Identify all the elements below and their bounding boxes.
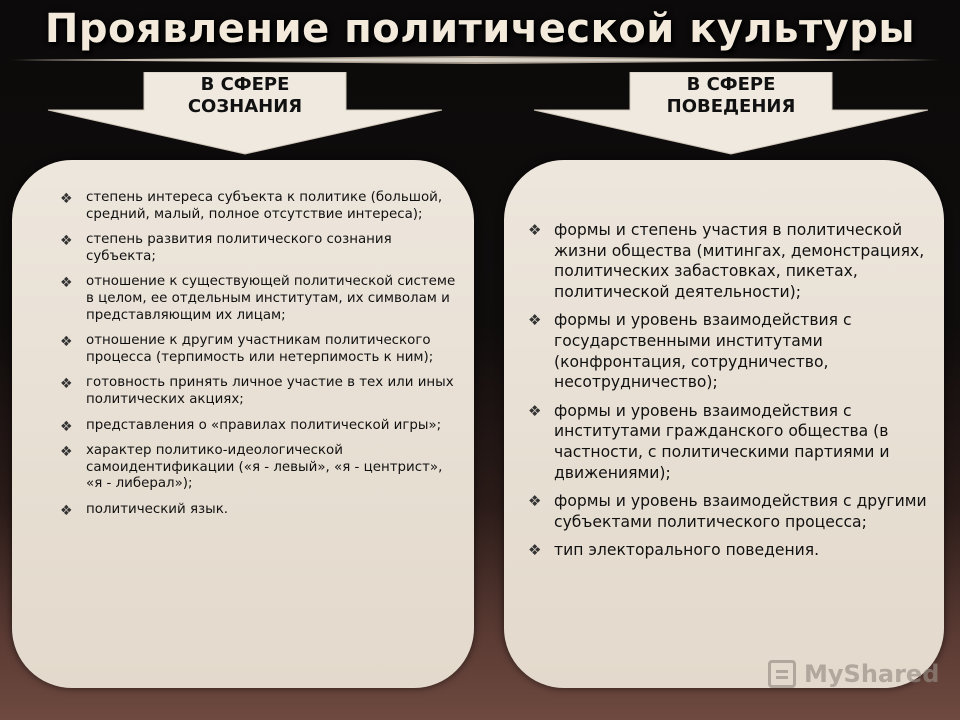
title-divider (10, 54, 940, 66)
diamond-bullet-icon: ❖ (528, 311, 542, 330)
diamond-bullet-icon: ❖ (528, 492, 542, 511)
slide-title: Проявление политической культуры (44, 6, 916, 52)
list-item (520, 491, 938, 532)
list-item-text: представления о «правилах политической игры»; (86, 417, 442, 433)
list-item (52, 232, 462, 265)
list-item-text: характер политико-идеологической самоидентификации («я - левый», «я - центрист», «я - либерал»); (86, 443, 443, 492)
list-item-text: формы и уровень взаимодействия с государственными институтами (конфронтация, сотрудничество, несотрудничество); (554, 311, 852, 392)
diamond-bullet-icon: ❖ (60, 418, 73, 435)
diamond-bullet-icon: ❖ (60, 334, 73, 351)
list-item (52, 502, 462, 519)
list-item-text: готовность принять личное участие в тех или иных политических акциях; (86, 375, 454, 407)
panel-behavior (504, 160, 944, 688)
diamond-bullet-icon: ❖ (528, 221, 542, 239)
list-item-text: формы и степень участия в политической жизни общества (митингах, демонстрациях, политических забастовках, пикетах, политической деятельности); (554, 221, 925, 301)
diamond-bullet-icon: ❖ (60, 275, 73, 292)
heading-consciousness-line2: СОЗНАНИЯ (187, 96, 303, 117)
heading-behavior (636, 74, 826, 118)
list-item (52, 274, 462, 324)
list-item-text: степень развития политического сознания субъекта; (86, 232, 392, 264)
diamond-bullet-icon: ❖ (60, 502, 73, 519)
behavior-list (520, 220, 938, 569)
list-item-text: политический язык. (86, 501, 229, 517)
diamond-bullet-icon: ❖ (528, 401, 542, 420)
list-item (520, 310, 938, 392)
heading-consciousness (150, 74, 340, 118)
watermark-text: MyShared (804, 660, 940, 688)
consciousness-list (52, 190, 462, 528)
list-item (520, 401, 938, 483)
heading-behavior-line2: ПОВЕДЕНИЯ (666, 96, 796, 117)
list-item (52, 418, 462, 435)
list-item-text: отношение к существующей политической системе в целом, ее отдельным институтам, их символам и представляющим их лицам; (86, 274, 456, 323)
list-item-text: формы и уровень взаимодействия с институтами гражданского общества (в частности, с политическими партиями и движениями); (554, 401, 890, 482)
list-item (52, 443, 462, 493)
list-item-text: отношение к другим участникам политического процесса (терпимость или нетерпимость к ним); (86, 333, 434, 365)
watermark (768, 656, 939, 692)
panel-consciousness (12, 160, 474, 688)
diamond-bullet-icon: ❖ (528, 541, 542, 560)
list-item (52, 375, 462, 408)
list-item (52, 190, 462, 223)
list-item-text: формы и уровень взаимодействия с другими субъектами политического процесса; (554, 492, 927, 531)
diamond-bullet-icon: ❖ (60, 233, 73, 250)
presentation-icon (768, 660, 796, 688)
heading-consciousness-line1: В СФЕРЕ (200, 74, 290, 95)
list-item (52, 333, 462, 366)
diamond-bullet-icon: ❖ (60, 376, 73, 393)
diamond-bullet-icon: ❖ (60, 444, 73, 461)
list-item (520, 220, 938, 302)
list-item-text: тип электорального поведения. (554, 541, 820, 560)
heading-behavior-line1: В СФЕРЕ (686, 74, 776, 95)
diamond-bullet-icon: ❖ (60, 191, 73, 207)
list-item-text: степень интереса субъекта к политике (большой, средний, малый, полное отсутствие интереса); (86, 190, 443, 222)
list-item (520, 540, 938, 561)
